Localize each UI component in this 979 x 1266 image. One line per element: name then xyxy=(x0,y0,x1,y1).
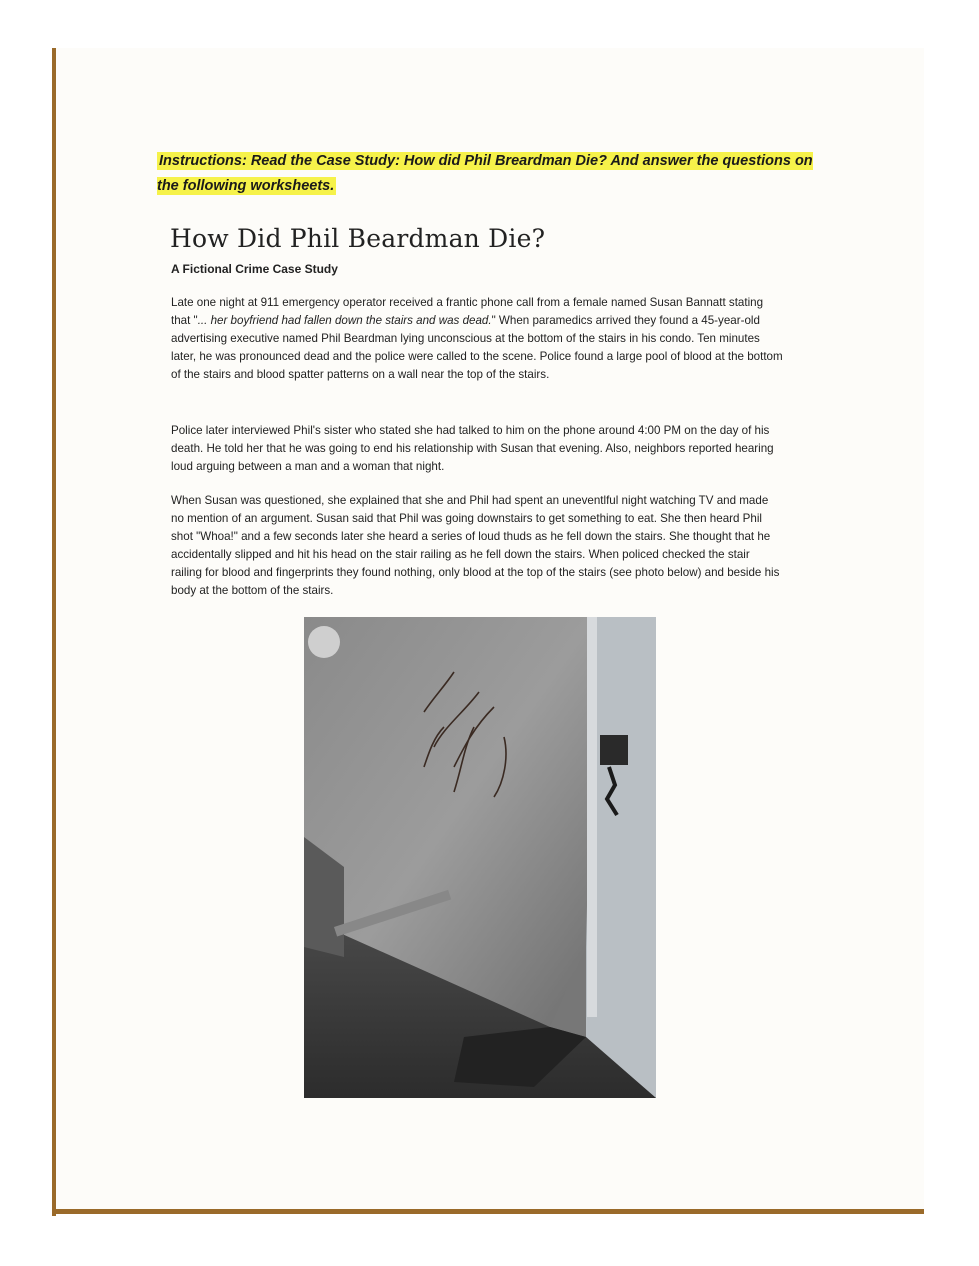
paragraph-1-intro: Late one night at 911 emergency operator received a frantic phone call from a female named Susan Bannatt stating that " xyxy=(171,296,764,327)
wall-fixture xyxy=(308,626,340,658)
paragraph-3: When Susan was questioned, she explained that she and Phil had spent an uneventlful night watching TV and made no mention of an argument. Susan said that Phil was going downstairs to get something to eat. She then heard Phil shot "Whoa!" and a few seconds later she heard a series of loud thuds as he fell down the stairs. She thought that he accidentally slipped and hit his head on the stair railing as he fell down the stairs. When policed checked the stair railing for blood and fingerprints they found nothing, only blood at the top of the stairs (see photo below) and beside his body at the bottom of the stairs. xyxy=(171,494,780,597)
blood-spatter-photo xyxy=(304,617,656,1098)
paper-frame-bottom xyxy=(52,1209,924,1214)
paragraph-1 xyxy=(171,294,783,384)
instructions-highlight: Instructions: Read the Case Study: How did Phil Breardman Die? And answer the questions on the following worksheets. xyxy=(157,153,813,194)
case-subtitle: A Fictional Crime Case Study xyxy=(171,262,338,276)
paragraph-1-rest: " When paramedics arrived they found a 45-year-old advertising executive named Phil Beardman lying unconscious at the bottom of the stairs in his condo. Ten minutes later, he was pronounced dead and the police were called to the scene. Police found a large pool of blood at the bottom of the stairs and blood spatter patterns on a wall near the top of the stairs. xyxy=(171,314,783,381)
case-title: How Did Phil Beardman Die? xyxy=(170,224,546,253)
door-edge xyxy=(587,617,597,1017)
door-latch xyxy=(600,735,628,765)
paragraph-1-quote: ... her boyfriend had fallen down the stairs and was dead. xyxy=(197,314,492,327)
paragraph-2: Police later interviewed Phil's sister who stated she had talked to him on the phone around 4:00 PM on the day of his death. He told her that he was going to end his relationship with Susan that evening. Also, neighbors reported hearing loud arguing between a man and a woman that night. xyxy=(171,424,774,473)
instructions-text xyxy=(157,149,817,199)
